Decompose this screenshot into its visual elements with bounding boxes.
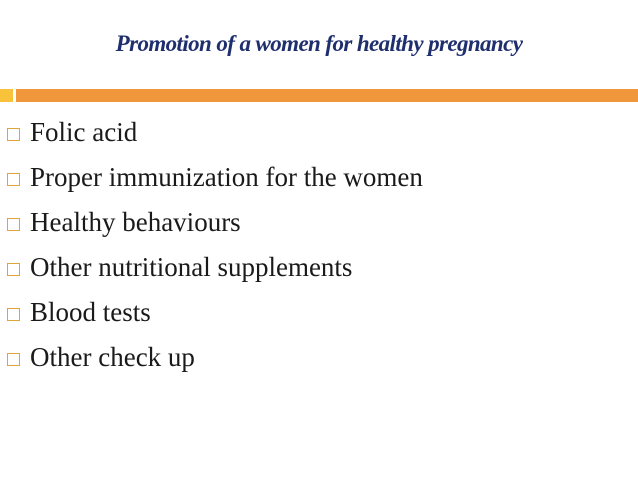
bullet-list <box>7 110 423 380</box>
square-bullet-icon <box>7 263 20 276</box>
slide-title: Promotion of a women for healthy pregnancy <box>115 31 523 56</box>
list-item <box>7 110 423 155</box>
accent-bar-orange-segment <box>16 89 638 102</box>
list-item <box>7 335 423 380</box>
list-item-text: Healthy behaviours <box>30 207 241 237</box>
list-item-text: Other check up <box>30 342 195 372</box>
accent-bar <box>0 89 638 102</box>
list-item <box>7 200 423 245</box>
square-bullet-icon <box>7 128 20 141</box>
list-item <box>7 155 423 200</box>
accent-bar-yellow-segment <box>0 89 13 102</box>
square-bullet-icon <box>7 308 20 321</box>
list-item-text: Other nutritional supplements <box>30 252 353 282</box>
list-item <box>7 245 423 290</box>
square-bullet-icon <box>7 353 20 366</box>
list-item-text: Proper immunization for the women <box>30 162 423 192</box>
list-item-text: Blood tests <box>30 297 151 327</box>
square-bullet-icon <box>7 173 20 186</box>
square-bullet-icon <box>7 218 20 231</box>
list-item-text: Folic acid <box>30 117 138 147</box>
list-item <box>7 290 423 335</box>
